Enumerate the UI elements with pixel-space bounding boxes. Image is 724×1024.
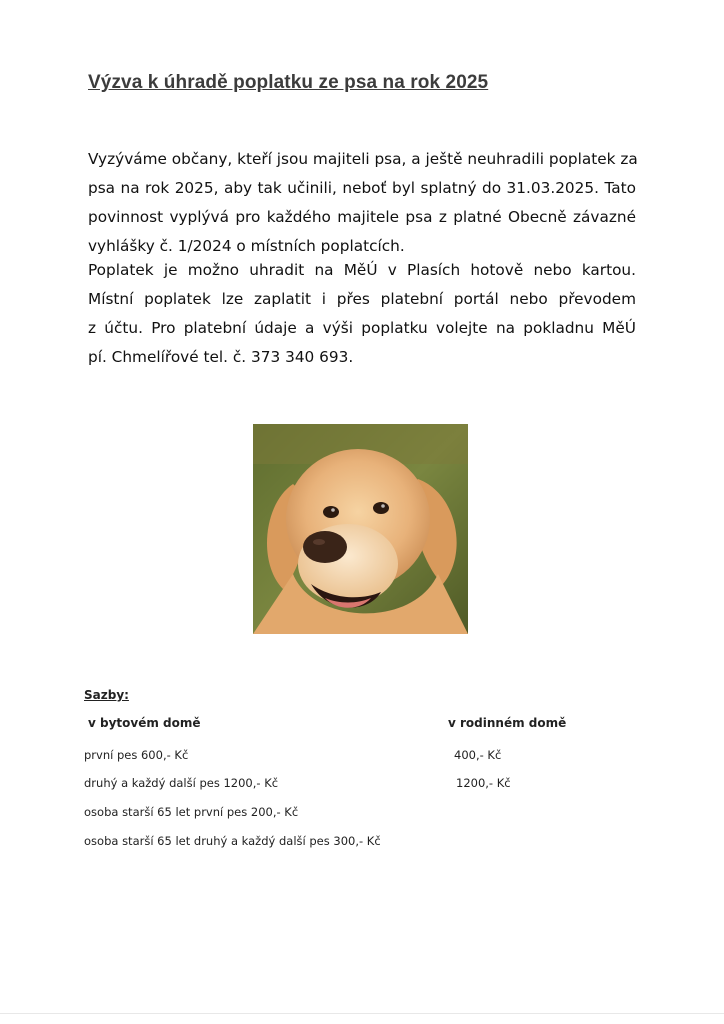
paragraph-line: vyhlášky č. 1/2024 o místních poplatcích.: [88, 237, 405, 255]
paragraph-line: pí. Chmelířové tel. č. 373 340 693.: [88, 348, 354, 366]
paragraph-line: povinnost vyplývá pro každého majitele psa z platné Obecně závazné: [88, 208, 636, 226]
dog-photo: [253, 424, 468, 634]
paragraph-line: Poplatek je možno uhradit na MěÚ v Plasích hotově nebo kartou.: [88, 261, 636, 279]
document-title: Výzva k úhradě poplatku ze psa na rok 2025: [88, 72, 489, 93]
column-header-house: v rodinném domě: [448, 716, 567, 730]
paragraph-payment: [88, 256, 636, 372]
paragraph-line: Místní poplatek lze zaplatit i přes platební portál nebo převodem: [88, 290, 636, 308]
dog-illustration: [253, 424, 468, 634]
scan-edge-divider: [0, 1013, 724, 1014]
paragraph-line: psa na rok 2025, aby tak učinili, neboť byl splatný do 31.03.2025. Tato: [88, 179, 636, 197]
paragraph-line: z účtu. Pro platební údaje a výši poplatku volejte na pokladnu MěÚ: [88, 319, 636, 337]
rate-row: druhý a každý další pes 1200,- Kč: [84, 776, 279, 790]
rate-row: první pes 600,- Kč: [84, 748, 189, 762]
paragraph-appeal: [88, 145, 636, 261]
rates-heading: Sazby:: [84, 688, 129, 702]
rate-row: osoba starší 65 let první pes 200,- Kč: [84, 805, 299, 819]
paragraph-line: Vyzýváme občany, kteří jsou majiteli psa, a ještě neuhradili poplatek za: [88, 150, 638, 168]
column-header-apartment: v bytovém domě: [88, 716, 201, 730]
rate-row: osoba starší 65 let druhý a každý další pes 300,- Kč: [84, 834, 381, 848]
rate-value-house: 400,- Kč: [454, 748, 502, 762]
rate-value-house: 1200,- Kč: [456, 776, 511, 790]
